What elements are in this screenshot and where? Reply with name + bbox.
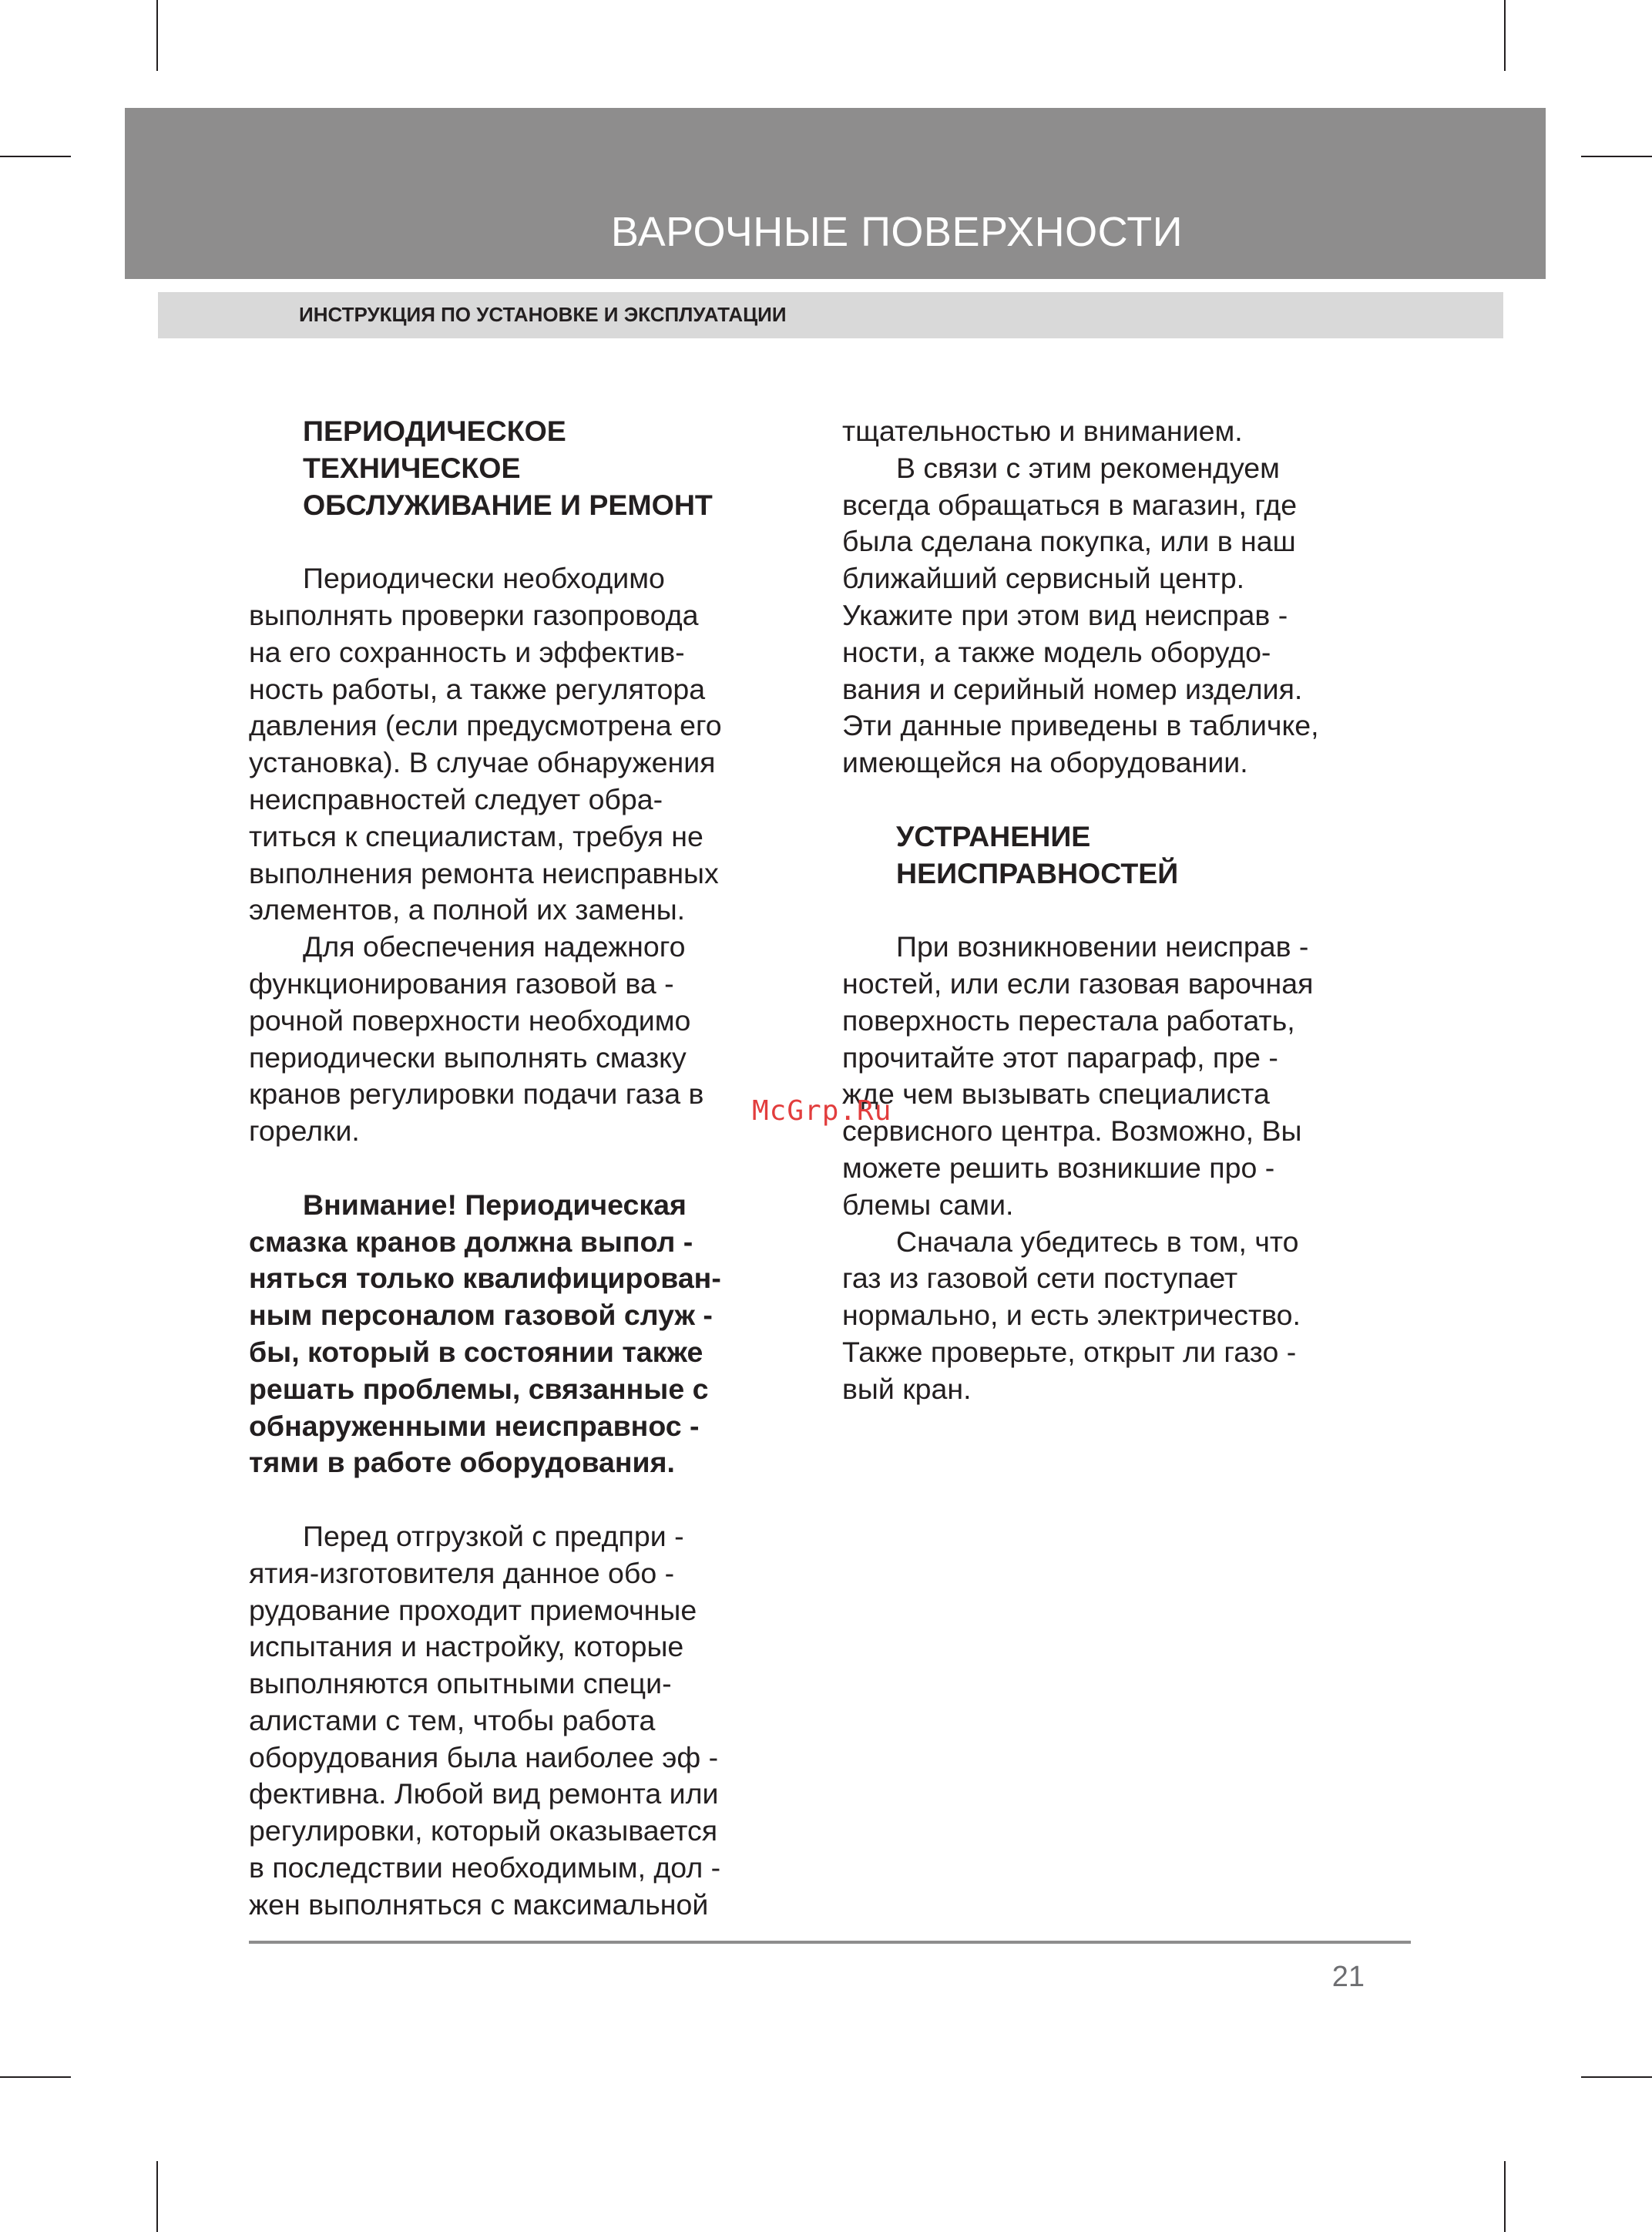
text-line: испытания и настройку, которые xyxy=(249,1630,684,1663)
text-line: вый кран. xyxy=(842,1372,972,1405)
section-heading-maintenance xyxy=(249,413,757,523)
text-line: вания и серийный номер изделия. xyxy=(842,672,1303,705)
paragraph xyxy=(842,929,1366,1223)
text-line: прочитайте этот параграф, пре - xyxy=(842,1040,1278,1074)
text-line: рочной поверхности необходимо xyxy=(249,1003,691,1037)
text-line: няться только квалифицирован- xyxy=(249,1262,721,1295)
text-line: периодически выполнять смазку xyxy=(249,1040,687,1074)
text-line: регулировки, который оказывается xyxy=(249,1814,718,1847)
crop-mark xyxy=(156,0,158,71)
left-column xyxy=(249,413,757,1924)
text-line: газ из газовой сети поступает xyxy=(842,1262,1238,1295)
warning-paragraph xyxy=(249,1187,757,1481)
text-line: жде чем вызывать специалиста xyxy=(842,1077,1270,1111)
text-line: Также проверьте, открыт ли газо - xyxy=(842,1335,1297,1368)
text-line: ностей, или если газовая варочная xyxy=(842,966,1314,1000)
text-line: кранов регулировки подачи газа в xyxy=(249,1077,704,1111)
text-line: функционирования газовой ва - xyxy=(249,966,674,1000)
watermark: McGrp.Ru xyxy=(752,1095,892,1127)
heading-line: ОБСЛУЖИВАНИЕ И РЕМОНТ xyxy=(303,488,713,521)
text-line: можете решить возникшие про - xyxy=(842,1151,1275,1184)
paragraph xyxy=(249,560,757,929)
text-line: установка). В случае обнаружения xyxy=(249,746,716,779)
text-line: неисправностей следует обра- xyxy=(249,782,663,815)
text-line: ным персоналом газовой служ - xyxy=(249,1299,713,1332)
text-line: Периодически необходимо xyxy=(303,562,665,595)
text-line: тщательностью и вниманием. xyxy=(842,415,1243,447)
page-number: 21 xyxy=(1331,1961,1365,1993)
text-line: Эти данные приведены в табличке, xyxy=(842,709,1319,742)
text-line: была сделана покупка, или в наш xyxy=(842,525,1296,558)
text-line: алистами с тем, чтобы работа xyxy=(249,1703,656,1736)
text-line: ность работы, а также регулятора xyxy=(249,672,706,705)
text-line: поверхность перестала работать, xyxy=(842,1003,1295,1037)
crop-mark xyxy=(156,2161,158,2232)
text-line: нормально, и есть электричество. xyxy=(842,1299,1301,1332)
text-line: Внимание! Периодическая xyxy=(303,1188,687,1221)
text-line: выполняются опытными специ- xyxy=(249,1667,672,1700)
text-line: давления (если предусмотрена его xyxy=(249,709,722,742)
text-line: рудование проходит приемочные xyxy=(249,1593,697,1626)
text-line: Для обеспечения надежного xyxy=(303,930,686,963)
crop-mark xyxy=(1581,156,1652,157)
crop-mark xyxy=(1504,0,1506,71)
text-line: Сначала убедитесь в том, что xyxy=(896,1225,1299,1258)
text-line: ятия-изготовителя данное обо - xyxy=(249,1556,675,1589)
text-line: на его сохранность и эффектив- xyxy=(249,635,685,668)
section-heading-troubleshooting xyxy=(842,819,1366,892)
crop-mark xyxy=(1581,2076,1652,2078)
heading-line: ПЕРИОДИЧЕСКОЕ xyxy=(303,415,566,447)
header-band xyxy=(125,108,1546,279)
text-line: В связи с этим рекомендуем xyxy=(896,451,1280,484)
subheader-title: ИНСТРУКЦИЯ ПО УСТАНОВКЕ И ЭКСПЛУАТАЦИИ xyxy=(299,303,787,326)
text-line: выполнения ремонта неисправных xyxy=(249,856,719,889)
text-line: смазка кранов должна выпол - xyxy=(249,1225,693,1258)
text-line: тями в работе оборудования. xyxy=(249,1446,675,1479)
crop-mark xyxy=(1504,2161,1506,2232)
heading-line: НЕИСПРАВНОСТЕЙ xyxy=(896,856,1179,889)
text-line: элементов, а полной их замены. xyxy=(249,893,686,926)
text-line: При возникновении неисправ - xyxy=(896,930,1309,963)
crop-mark xyxy=(0,156,71,157)
text-line: в последствии необходимым, дол - xyxy=(249,1851,721,1884)
page-title: ВАРОЧНЫЕ ПОВЕРХНОСТИ xyxy=(610,209,1184,255)
text-line: бы, который в состоянии также xyxy=(249,1335,703,1368)
text-line: ности, а также модель оборудо- xyxy=(842,635,1271,668)
text-line: Укажите при этом вид неисправ - xyxy=(842,598,1288,631)
text-line: всегда обращаться в магазин, где xyxy=(842,488,1298,521)
paragraph xyxy=(842,413,1366,450)
text-line: оборудования была наиболее эф - xyxy=(249,1740,719,1773)
text-line: фективна. Любой вид ремонта или xyxy=(249,1777,719,1810)
heading-line: ТЕХНИЧЕСКОЕ xyxy=(303,451,521,484)
paragraph xyxy=(842,450,1366,782)
text-line: Перед отгрузкой с предпри - xyxy=(303,1519,684,1552)
text-line: ближайший сервисный центр. xyxy=(842,562,1245,595)
text-line: жен выполняться с максимальной xyxy=(249,1887,709,1921)
subheader-band xyxy=(158,292,1503,338)
right-column xyxy=(842,413,1366,1408)
crop-mark xyxy=(0,2076,71,2078)
footer-divider xyxy=(249,1941,1411,1944)
text-line: горелки. xyxy=(249,1114,360,1148)
text-line: титься к специалистам, требуя не xyxy=(249,819,703,852)
text-line: имеющейся на оборудовании. xyxy=(842,746,1248,779)
text-line: сервисного центра. Возможно, Вы xyxy=(842,1114,1302,1148)
text-line: блемы сами. xyxy=(842,1188,1014,1221)
heading-line: УСТРАНЕНИЕ xyxy=(896,819,1091,852)
paragraph xyxy=(249,1518,757,1924)
paragraph xyxy=(842,1224,1366,1408)
text-line: выполнять проверки газопровода xyxy=(249,598,699,631)
text-line: обнаруженными неисправнос - xyxy=(249,1409,700,1442)
text-line: решать проблемы, связанные с xyxy=(249,1372,709,1405)
paragraph xyxy=(249,929,757,1150)
